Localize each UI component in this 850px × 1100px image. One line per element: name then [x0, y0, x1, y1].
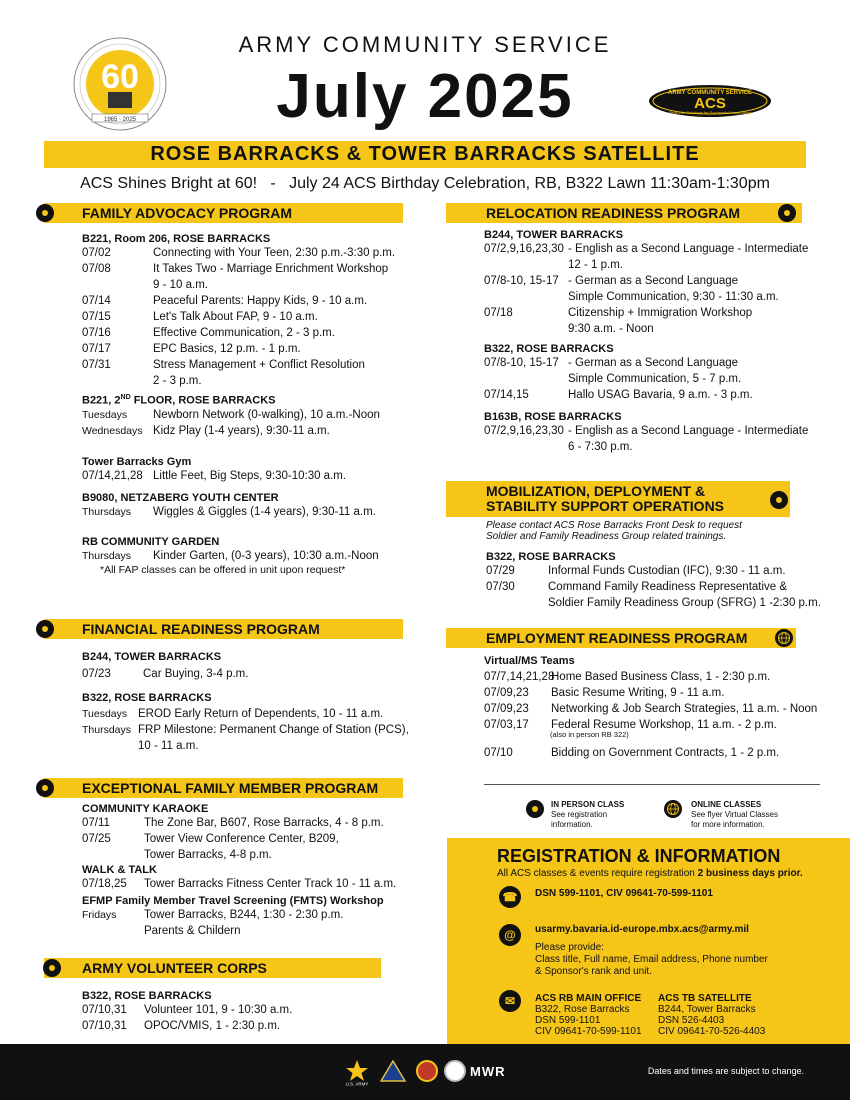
schedule-date: 07/8-10, 15-17 [484, 275, 559, 287]
efmp-location-1: COMMUNITY KARAOKE [82, 803, 209, 815]
registration-line: All ACS classes & events require registration 2 business days prior. [497, 868, 803, 879]
org-name: ARMY COMMUNITY SERVICE [238, 32, 612, 57]
schedule-event: FRP Milestone: Permanent Change of Station (PCS), [138, 724, 409, 736]
schedule-row [484, 669, 824, 685]
fap-section [82, 233, 412, 576]
schedule-event: 6 - 7:30 p.m. [568, 441, 633, 453]
schedule-event: - German as a Second Language [568, 357, 739, 369]
schedule-date: 07/18,25 [82, 878, 127, 890]
schedule-event: Home Based Business Class, 1 - 2:30 p.m. [551, 671, 771, 683]
schedule-date: 07/15 [82, 311, 111, 323]
mdss-note-1: Please contact ACS Rose Barracks Front Desk to request [486, 520, 742, 531]
seal-icon [444, 1060, 466, 1082]
schedule-row [484, 717, 824, 733]
fap-list-2 [82, 407, 412, 439]
mdss-list-1 [486, 563, 826, 611]
fap-location-4: B9080, NETZABERG YOUTH CENTER [82, 491, 279, 504]
schedule-row [82, 504, 412, 520]
mail-icon: ✉ [499, 990, 521, 1012]
schedule-date: 07/29 [486, 565, 515, 577]
schedule-event: Newborn Network (0-walking), 10 a.m.-Noon [153, 408, 380, 421]
schedule-row [484, 745, 824, 761]
fap-list-5 [82, 548, 412, 564]
schedule-row [486, 595, 826, 611]
office-rb: ACS RB MAIN OFFICE B322, Rose Barracks DSN 599-1101 CIV 09641-70-599-1101 [535, 993, 642, 1037]
fap-list-4 [82, 504, 412, 520]
schedule-date: Thursdays [82, 724, 132, 736]
fap-header: FAMILY ADVOCACY PROGRAM [44, 203, 403, 223]
phone-line[interactable]: DSN 599-1101, CIV 09641-70-599-1101 [535, 888, 713, 899]
erp-location-1: Virtual/MS Teams [484, 655, 575, 667]
disclaimer: Dates and times are subject to change. [647, 1066, 804, 1076]
schedule-date: Fridays [82, 909, 117, 921]
schedule-date: Thursdays [82, 505, 132, 518]
schedule-row [82, 357, 412, 373]
erp-list-1 [484, 669, 824, 733]
schedule-date [484, 289, 568, 305]
efmp-header: EXCEPTIONAL FAMILY MEMBER PROGRAM [44, 778, 403, 798]
schedule-date: 07/2,9,16,23,30 [484, 243, 564, 255]
schedule-row [82, 423, 412, 439]
in-person-pin-icon [43, 959, 61, 977]
globe-icon [664, 800, 682, 818]
schedule-row [82, 738, 412, 754]
army-star-icon [344, 1058, 370, 1086]
schedule-date: 07/03,17 [484, 719, 529, 731]
erp-sub-note: (also in person RB 322) [550, 730, 629, 739]
schedule-date: 07/25 [82, 833, 111, 845]
in-person-pin-icon [526, 800, 544, 818]
schedule-row [82, 876, 412, 892]
schedule-event: Little Feet, Big Steps, 9:30-10:30 a.m. [153, 469, 347, 482]
registration-title: REGISTRATION & INFORMATION [497, 846, 781, 866]
schedule-date: 07/16 [82, 327, 111, 339]
schedule-event: Federal Resume Workshop, 11 a.m. - 2 p.m. [551, 719, 777, 731]
schedule-event: Basic Resume Writing, 9 - 11 a.m. [551, 687, 725, 699]
fap-list-3 [82, 468, 412, 484]
schedule-event: EPC Basics, 12 p.m. - 1 p.m. [153, 343, 301, 355]
schedule-date: Thursdays [82, 549, 132, 562]
rrp-header: RELOCATION READINESS PROGRAM [446, 203, 802, 223]
rrp-location-1: B244, TOWER BARRACKS [484, 229, 624, 241]
schedule-event: Hallo USAG Bavaria, 9 a.m. - 3 p.m. [568, 389, 753, 401]
schedule-row [484, 273, 824, 289]
schedule-row [82, 341, 412, 357]
schedule-row [486, 563, 826, 579]
schedule-date [82, 923, 144, 939]
schedule-row [484, 371, 824, 387]
schedule-event: Tower Barracks, 4-8 p.m. [144, 849, 272, 861]
schedule-row [82, 923, 412, 939]
in-person-pin-icon [770, 491, 788, 509]
frp-header: FINANCIAL READINESS PROGRAM [44, 619, 403, 639]
globe-icon [775, 629, 793, 647]
efmp-location-3: EFMP Family Member Travel Screening (FMTS) Workshop [82, 895, 384, 907]
erp-header: EMPLOYMENT READINESS PROGRAM [446, 628, 796, 648]
mdss-note-2: Soldier and Family Readiness Group related trainings. [486, 531, 727, 542]
schedule-event: OPOC/VMIS, 1 - 2:30 p.m. [144, 1020, 281, 1032]
frp-list-1 [82, 666, 412, 682]
in-person-pin-icon [36, 620, 54, 638]
schedule-event: Simple Communication, 9:30 - 11:30 a.m. [568, 291, 779, 303]
schedule-row [484, 355, 824, 371]
schedule-event: 9:30 a.m. - Noon [568, 323, 654, 335]
schedule-date: 07/17 [82, 343, 111, 355]
rrp-section [484, 229, 824, 455]
schedule-event: The Zone Bar, B607, Rose Barracks, 4 - 8 p.m. [144, 817, 384, 829]
schedule-date: Tuesdays [82, 708, 128, 720]
svg-text:U.S. ARMY: U.S. ARMY [345, 1081, 369, 1086]
schedule-event: Tower Barracks Fitness Center Track 10 - 11 a.m. [144, 878, 397, 890]
registration-panel [447, 838, 850, 1044]
schedule-row [484, 387, 824, 403]
schedule-row [82, 548, 412, 564]
schedule-event: Informal Funds Custodian (IFC), 9:30 - 11 a.m. [548, 565, 786, 577]
schedule-date: Wednesdays [82, 424, 143, 437]
schedule-event: Citizenship + Immigration Workshop [568, 307, 753, 319]
mdss-section [486, 520, 826, 611]
schedule-date: 07/2,9,16,23,30 [484, 425, 564, 437]
schedule-date: 07/23 [82, 668, 111, 680]
schedule-date [484, 257, 568, 273]
schedule-date: 07/18 [484, 307, 513, 319]
schedule-row [82, 261, 412, 277]
schedule-row [82, 815, 412, 831]
schedule-row [484, 439, 824, 455]
schedule-row [484, 321, 824, 337]
mwr-logo: MWR [470, 1064, 506, 1079]
fap-location-5: RB COMMUNITY GARDEN [82, 535, 220, 548]
schedule-row [484, 685, 824, 701]
schedule-event: Tower Barracks, B244, 1:30 - 2:30 p.m. [144, 909, 344, 921]
schedule-event: - German as a Second Language [568, 275, 739, 287]
schedule-event: Stress Management + Conflict Resolution [153, 359, 365, 371]
footer-bar [0, 1044, 850, 1100]
in-person-pin-icon [36, 204, 54, 222]
erp-section [484, 655, 824, 761]
divider [484, 784, 820, 785]
schedule-date [82, 277, 153, 293]
rrp-list-3 [484, 423, 824, 455]
schedule-row [82, 293, 412, 309]
schedule-date: 07/10,31 [82, 1004, 127, 1016]
fap-location-3: Tower Barracks Gym [82, 455, 192, 468]
svg-text:ACS: ACS [694, 95, 726, 112]
avc-list-1 [82, 1002, 412, 1034]
schedule-event: Parents & Childern [144, 925, 241, 937]
fap-location-2: B221, 2ND FLOOR, ROSE BARRACKS [82, 394, 276, 407]
schedule-row [82, 1018, 412, 1034]
rrp-list-1 [484, 241, 824, 337]
erp-list-2 [484, 745, 824, 761]
legend-online: ONLINE CLASSES See flyer Virtual Classes for more information. [691, 800, 778, 829]
frp-section [82, 651, 412, 754]
efmp-section [82, 803, 412, 939]
schedule-event: Networking & Job Search Strategies, 11 a.m. - Noon [551, 703, 818, 715]
avc-location-1: B322, ROSE BARRACKS [82, 990, 212, 1002]
schedule-row [82, 666, 412, 682]
schedule-event: Car Buying, 3-4 p.m. [143, 668, 249, 680]
page-title: July 2025 [276, 62, 574, 131]
provide-info: Please provide: Class title, Full name, Email address, Phone number & Sponsor's rank and unit. [535, 942, 768, 977]
schedule-event: Simple Communication, 5 - 7 p.m. [568, 373, 742, 385]
schedule-row [82, 277, 412, 293]
mdss-location-1: B322, ROSE BARRACKS [486, 551, 616, 563]
schedule-event: Effective Communication, 2 - 3 p.m. [153, 327, 335, 339]
schedule-date: 07/14,15 [484, 389, 529, 401]
schedule-row [82, 309, 412, 325]
schedule-date [82, 738, 138, 754]
phone-icon: ☎ [499, 886, 521, 908]
frp-location-1: B244, TOWER BARRACKS [82, 651, 222, 663]
schedule-date: 07/7,14,21,28 [484, 671, 555, 683]
acs-logo [648, 84, 772, 118]
legend-in-person: IN PERSON CLASS See registration information. [551, 800, 625, 829]
unit-triangle-icon [380, 1060, 406, 1082]
schedule-row [484, 423, 824, 439]
rrp-list-2 [484, 355, 824, 403]
svg-text:Real-Life Solutions for Succes: Real-Life Solutions for Successful Army Living [669, 110, 751, 115]
rrp-location-2: B322, ROSE BARRACKS [484, 343, 614, 355]
schedule-event: EROD Early Return of Dependents, 10 - 11 a.m. [138, 708, 384, 720]
schedule-row [82, 722, 412, 738]
schedule-event: 10 - 11 a.m. [138, 740, 199, 752]
schedule-event: It Takes Two - Marriage Enrichment Workshop [153, 263, 389, 275]
email-link[interactable]: usarmy.bavaria.id-europe.mbx.acs@army.mil [535, 924, 749, 935]
schedule-event: Volunteer 101, 9 - 10:30 a.m. [144, 1004, 293, 1016]
schedule-date: 07/10,31 [82, 1020, 127, 1032]
efmp-list-2 [82, 876, 412, 892]
schedule-date: 07/14 [82, 295, 111, 307]
schedule-row [486, 579, 826, 595]
schedule-row [82, 245, 412, 261]
schedule-date: 07/02 [82, 247, 111, 259]
schedule-date: 07/8-10, 15-17 [484, 357, 559, 369]
schedule-event: Peaceful Parents: Happy Kids, 9 - 10 a.m. [153, 295, 368, 307]
frp-location-2: B322, ROSE BARRACKS [82, 692, 212, 704]
in-person-pin-icon [36, 779, 54, 797]
schedule-row [484, 289, 824, 305]
svg-text:60: 60 [101, 58, 139, 96]
schedule-row [82, 325, 412, 341]
schedule-date: 07/10 [484, 747, 513, 759]
office-tb: ACS TB SATELLITE B244, Tower Barracks DSN 526-4403 CIV 09641-70-526-4403 [658, 993, 766, 1037]
schedule-row [82, 831, 412, 847]
garrison-crest-icon [416, 1060, 438, 1082]
schedule-date [82, 373, 153, 389]
efmp-location-2: WALK & TALK [82, 864, 157, 876]
schedule-event: 12 - 1 p.m. [568, 259, 623, 271]
schedule-row [82, 706, 412, 722]
email-icon: @ [499, 924, 521, 946]
schedule-event: Bidding on Government Contracts, 1 - 2 p.m. [551, 747, 780, 759]
in-person-pin-icon [778, 204, 796, 222]
frp-list-2 [82, 706, 412, 754]
schedule-row [484, 241, 824, 257]
schedule-row [82, 468, 412, 484]
location-banner: ROSE BARRACKS & TOWER BARRACKS SATELLITE [44, 141, 806, 168]
schedule-row [82, 1002, 412, 1018]
schedule-event: 2 - 3 p.m. [153, 375, 202, 387]
fap-list-1 [82, 245, 412, 389]
fap-note: *All FAP classes can be offered in unit upon request* [100, 563, 346, 576]
schedule-event: Wiggles & Giggles (1-4 years), 9:30-11 a.m. [153, 505, 376, 518]
avc-header: ARMY VOLUNTEER CORPS [44, 958, 381, 978]
schedule-event: Connecting with Your Teen, 2:30 p.m.-3:30 p.m. [153, 247, 396, 259]
schedule-row [82, 373, 412, 389]
schedule-row [484, 257, 824, 273]
fap-location-1: B221, Room 206, ROSE BARRACKS [82, 233, 271, 245]
schedule-date [486, 595, 548, 611]
schedule-row [484, 305, 824, 321]
schedule-date: 07/09,23 [484, 703, 529, 715]
schedule-date: Tuesdays [82, 408, 128, 421]
schedule-date [484, 321, 568, 337]
avc-section [82, 990, 412, 1034]
schedule-date: 07/11 [82, 817, 110, 829]
schedule-event: Kinder Garten, (0-3 years), 10:30 a.m.-Noon [153, 549, 379, 562]
schedule-row [82, 847, 412, 863]
schedule-date: 07/14,21,28 [82, 469, 143, 482]
schedule-event: Kidz Play (1-4 years), 9:30-11 a.m. [153, 424, 330, 437]
schedule-date [484, 439, 568, 455]
schedule-date: 07/31 [82, 359, 111, 371]
schedule-row [82, 407, 412, 423]
schedule-row [82, 907, 412, 923]
schedule-event: Tower View Conference Center, B209, [144, 833, 339, 845]
efmp-list-3 [82, 907, 412, 939]
svg-text:ARMY COMMUNITY SERVICE: ARMY COMMUNITY SERVICE [667, 90, 753, 96]
schedule-date [82, 847, 144, 863]
schedule-date: 07/30 [486, 581, 515, 593]
schedule-date: 07/09,23 [484, 687, 529, 699]
mdss-header: MOBILIZATION, DEPLOYMENT & STABILITY SUPPORT OPERATIONS [446, 481, 790, 517]
rrp-location-3: B163B, ROSE BARRACKS [484, 411, 622, 423]
schedule-date [484, 371, 568, 387]
schedule-row [484, 701, 824, 717]
svg-text:1965 · 2025: 1965 · 2025 [103, 117, 137, 123]
schedule-event: Let's Talk About FAP, 9 - 10 a.m. [153, 311, 318, 323]
schedule-event: - English as a Second Language - Intermediate [568, 243, 809, 255]
schedule-event: Command Family Readiness Representative & [548, 581, 788, 593]
schedule-date: 07/08 [82, 263, 111, 275]
event-tagline: ACS Shines Bright at 60! - July 24 ACS Birthday Celebration, RB, B322 Lawn 11:30am-1:30pm [80, 175, 770, 192]
schedule-event: - English as a Second Language - Intermediate [568, 425, 809, 437]
schedule-event: Soldier Family Readiness Group (SFRG) 1 -2:30 p.m. [548, 597, 821, 609]
efmp-list-1 [82, 815, 412, 863]
schedule-event: 9 - 10 a.m. [153, 279, 208, 291]
